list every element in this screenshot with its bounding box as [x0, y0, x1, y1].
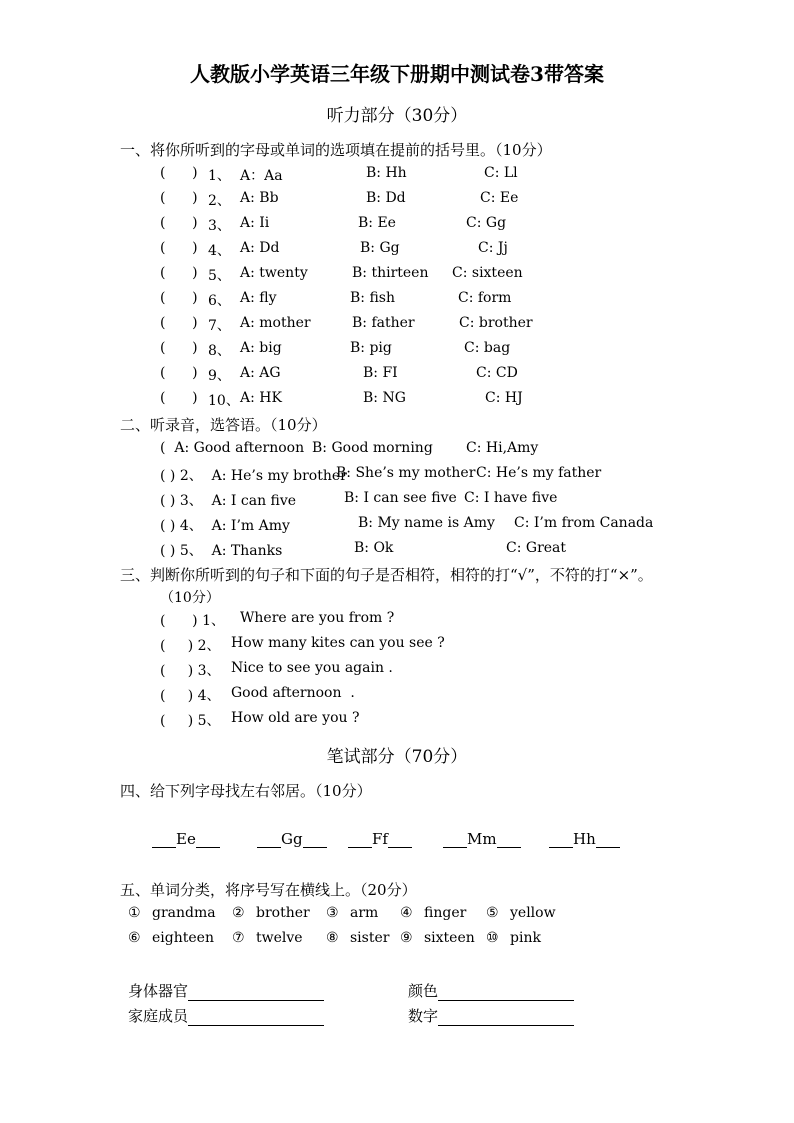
answer-paren[interactable]: ( ) 3、 [160, 663, 221, 679]
option-a: A: Dd [240, 240, 280, 256]
option-a: A：Aa [240, 168, 283, 184]
answer-paren[interactable]: ( ) 1、 [160, 613, 225, 629]
option-b: B: father [352, 315, 415, 331]
listening-header: 听力部分（30分） [326, 106, 468, 126]
question-number: 10、 [208, 393, 240, 409]
option-a: ( ) 3、 A: I can five [160, 493, 297, 509]
letter-group [152, 830, 220, 848]
category-family [128, 1005, 324, 1026]
option-c: C: Jj [478, 240, 508, 256]
answer-paren[interactable]: ( ) [160, 365, 198, 381]
answer-paren[interactable]: ( ) [160, 215, 198, 231]
option-b: B: Good morning [312, 440, 433, 456]
category-number-label: 数字 [408, 1007, 439, 1025]
section4-heading: 四、给下列字母找左右邻居。（10分） [120, 782, 372, 800]
letter: Gg [281, 830, 303, 848]
answer-paren[interactable]: ( ) [160, 190, 198, 206]
sentence: Where are you from ? [240, 610, 395, 626]
question-number: 9、 [208, 368, 231, 384]
option-c: C: Great [506, 540, 567, 556]
left-neighbor-blank[interactable] [152, 831, 176, 848]
number-answer-line[interactable] [438, 1009, 574, 1026]
category-color-label: 颜色 [408, 982, 439, 1000]
option-b: B: My name is Amy [358, 515, 495, 531]
option-a: ( A: Good afternoon [160, 440, 305, 456]
answer-paren[interactable]: ( ) [160, 240, 198, 256]
word: sixteen [424, 930, 475, 946]
answer-paren[interactable]: ( ) [160, 315, 198, 331]
word: sister [350, 930, 390, 946]
left-neighbor-blank[interactable] [549, 831, 573, 848]
option-c: C: HJ [485, 390, 523, 406]
sentence: Nice to see you again . [231, 660, 393, 676]
question-number: 3、 [208, 218, 231, 234]
option-b: B: I can see five [344, 490, 457, 506]
word: twelve [256, 930, 303, 946]
left-neighbor-blank[interactable] [443, 831, 467, 848]
option-b: B: Hh [366, 165, 407, 181]
option-b: B: pig [350, 340, 392, 356]
word-number: ④ [400, 905, 413, 921]
sentence: Good afternoon . [231, 685, 355, 701]
letter: Hh [573, 830, 596, 848]
option-c: C: form [458, 290, 512, 306]
option-a: A: HK [240, 390, 282, 406]
option-b: B: Ee [358, 215, 396, 231]
word: brother [256, 905, 310, 921]
word-number: ⑩ [486, 930, 499, 946]
page-title: 人教版小学英语三年级下册期中测试卷3带答案 [190, 62, 604, 86]
option-c: C: Hi,Amy [466, 440, 539, 456]
word: yellow [510, 905, 556, 921]
option-c: C: I have five [464, 490, 558, 506]
answer-paren[interactable]: ( ) [160, 165, 198, 181]
question-number: 8、 [208, 343, 231, 359]
option-a: ( ) 5、 A: Thanks [160, 543, 283, 559]
answer-paren[interactable]: ( ) [160, 290, 198, 306]
word-number: ⑤ [486, 905, 499, 921]
right-neighbor-blank[interactable] [388, 831, 412, 848]
word: grandma [152, 905, 216, 921]
word-number: ⑧ [326, 930, 339, 946]
word-number: ③ [326, 905, 339, 921]
sentence: How many kites can you see ? [231, 635, 445, 651]
option-b: B: FI [363, 365, 398, 381]
color-answer-line[interactable] [438, 984, 574, 1001]
option-a: A: big [240, 340, 282, 356]
section3-heading: 三、判断你所听到的句子和下面的句子是否相符，相符的打“√”，不符的打“×”。 [120, 566, 653, 584]
option-c: C: I’m from Canada [514, 515, 654, 531]
option-a: A: AG [240, 365, 281, 381]
question-number: 6、 [208, 293, 231, 309]
answer-paren[interactable]: ( ) [160, 340, 198, 356]
section3-points: （10分） [160, 590, 220, 606]
option-c: C: He’s my father [476, 465, 602, 481]
word-number: ① [128, 905, 141, 921]
left-neighbor-blank[interactable] [348, 831, 372, 848]
right-neighbor-blank[interactable] [596, 831, 620, 848]
right-neighbor-blank[interactable] [196, 831, 220, 848]
option-b: B: fish [350, 290, 395, 306]
question-number: 7、 [208, 318, 231, 334]
option-c: C: Ee [480, 190, 519, 206]
left-neighbor-blank[interactable] [257, 831, 281, 848]
word-number: ② [232, 905, 245, 921]
family-answer-line[interactable] [188, 1009, 324, 1026]
question-number: 1、 [208, 168, 231, 184]
sentence: How old are you ? [231, 710, 360, 726]
letter: Ee [176, 830, 196, 848]
answer-paren[interactable]: ( ) 4、 [160, 688, 221, 704]
option-a: ( ) 2、 A: He’s my brother [160, 468, 347, 484]
section1-heading: 一、将你所听到的字母或单词的选项填在提前的括号里。（10分） [120, 141, 552, 159]
writing-header: 笔试部分（70分） [326, 747, 468, 767]
section5-heading: 五、单词分类，将序号写在横线上。（20分） [120, 881, 417, 899]
word-number: ⑥ [128, 930, 141, 946]
option-c: C: sixteen [452, 265, 523, 281]
option-a: A: Bb [240, 190, 279, 206]
option-b: B: Gg [360, 240, 400, 256]
letter: Ff [372, 830, 388, 848]
category-color [408, 980, 574, 1001]
option-a: ( ) 4、 A: I’m Amy [160, 518, 290, 534]
letter-group [348, 830, 412, 848]
answer-paren[interactable]: ( ) [160, 390, 198, 406]
option-b: B: NG [363, 390, 406, 406]
word-number: ⑦ [232, 930, 245, 946]
option-b: B: Ok [354, 540, 394, 556]
category-body [128, 980, 324, 1001]
option-a: A: mother [240, 315, 311, 331]
option-b: B: thirteen [352, 265, 429, 281]
letter-group [257, 830, 327, 848]
option-c: C: Ll [484, 165, 518, 181]
section2-heading: 二、听录音，选答语。（10分） [120, 416, 327, 434]
option-c: C: CD [476, 365, 518, 381]
word-number: ⑨ [400, 930, 413, 946]
letter: Mm [467, 830, 497, 848]
word: finger [424, 905, 467, 921]
answer-paren[interactable]: ( ) 2、 [160, 638, 221, 654]
option-c: C: brother [459, 315, 533, 331]
option-a: A: Ii [240, 215, 270, 231]
right-neighbor-blank[interactable] [303, 831, 327, 848]
option-b: B: She’s my mother [336, 465, 476, 481]
word: arm [350, 905, 379, 921]
option-a: A: twenty [240, 265, 308, 281]
option-c: C: Gg [466, 215, 507, 231]
letter-group [443, 830, 521, 848]
letter-group [549, 830, 620, 848]
option-b: B: Dd [366, 190, 406, 206]
body-answer-line[interactable] [188, 984, 324, 1001]
answer-paren[interactable]: ( ) [160, 265, 198, 281]
option-c: C: bag [464, 340, 511, 356]
answer-paren[interactable]: ( ) 5、 [160, 713, 221, 729]
word: eighteen [152, 930, 214, 946]
category-number [408, 1005, 574, 1026]
category-body-label: 身体器官 [128, 982, 189, 1000]
question-number: 2、 [208, 193, 231, 209]
word: pink [510, 930, 541, 946]
question-number: 4、 [208, 243, 231, 259]
question-number: 5、 [208, 268, 231, 284]
option-a: A: fly [240, 290, 277, 306]
right-neighbor-blank[interactable] [497, 831, 521, 848]
category-family-label: 家庭成员 [128, 1007, 189, 1025]
